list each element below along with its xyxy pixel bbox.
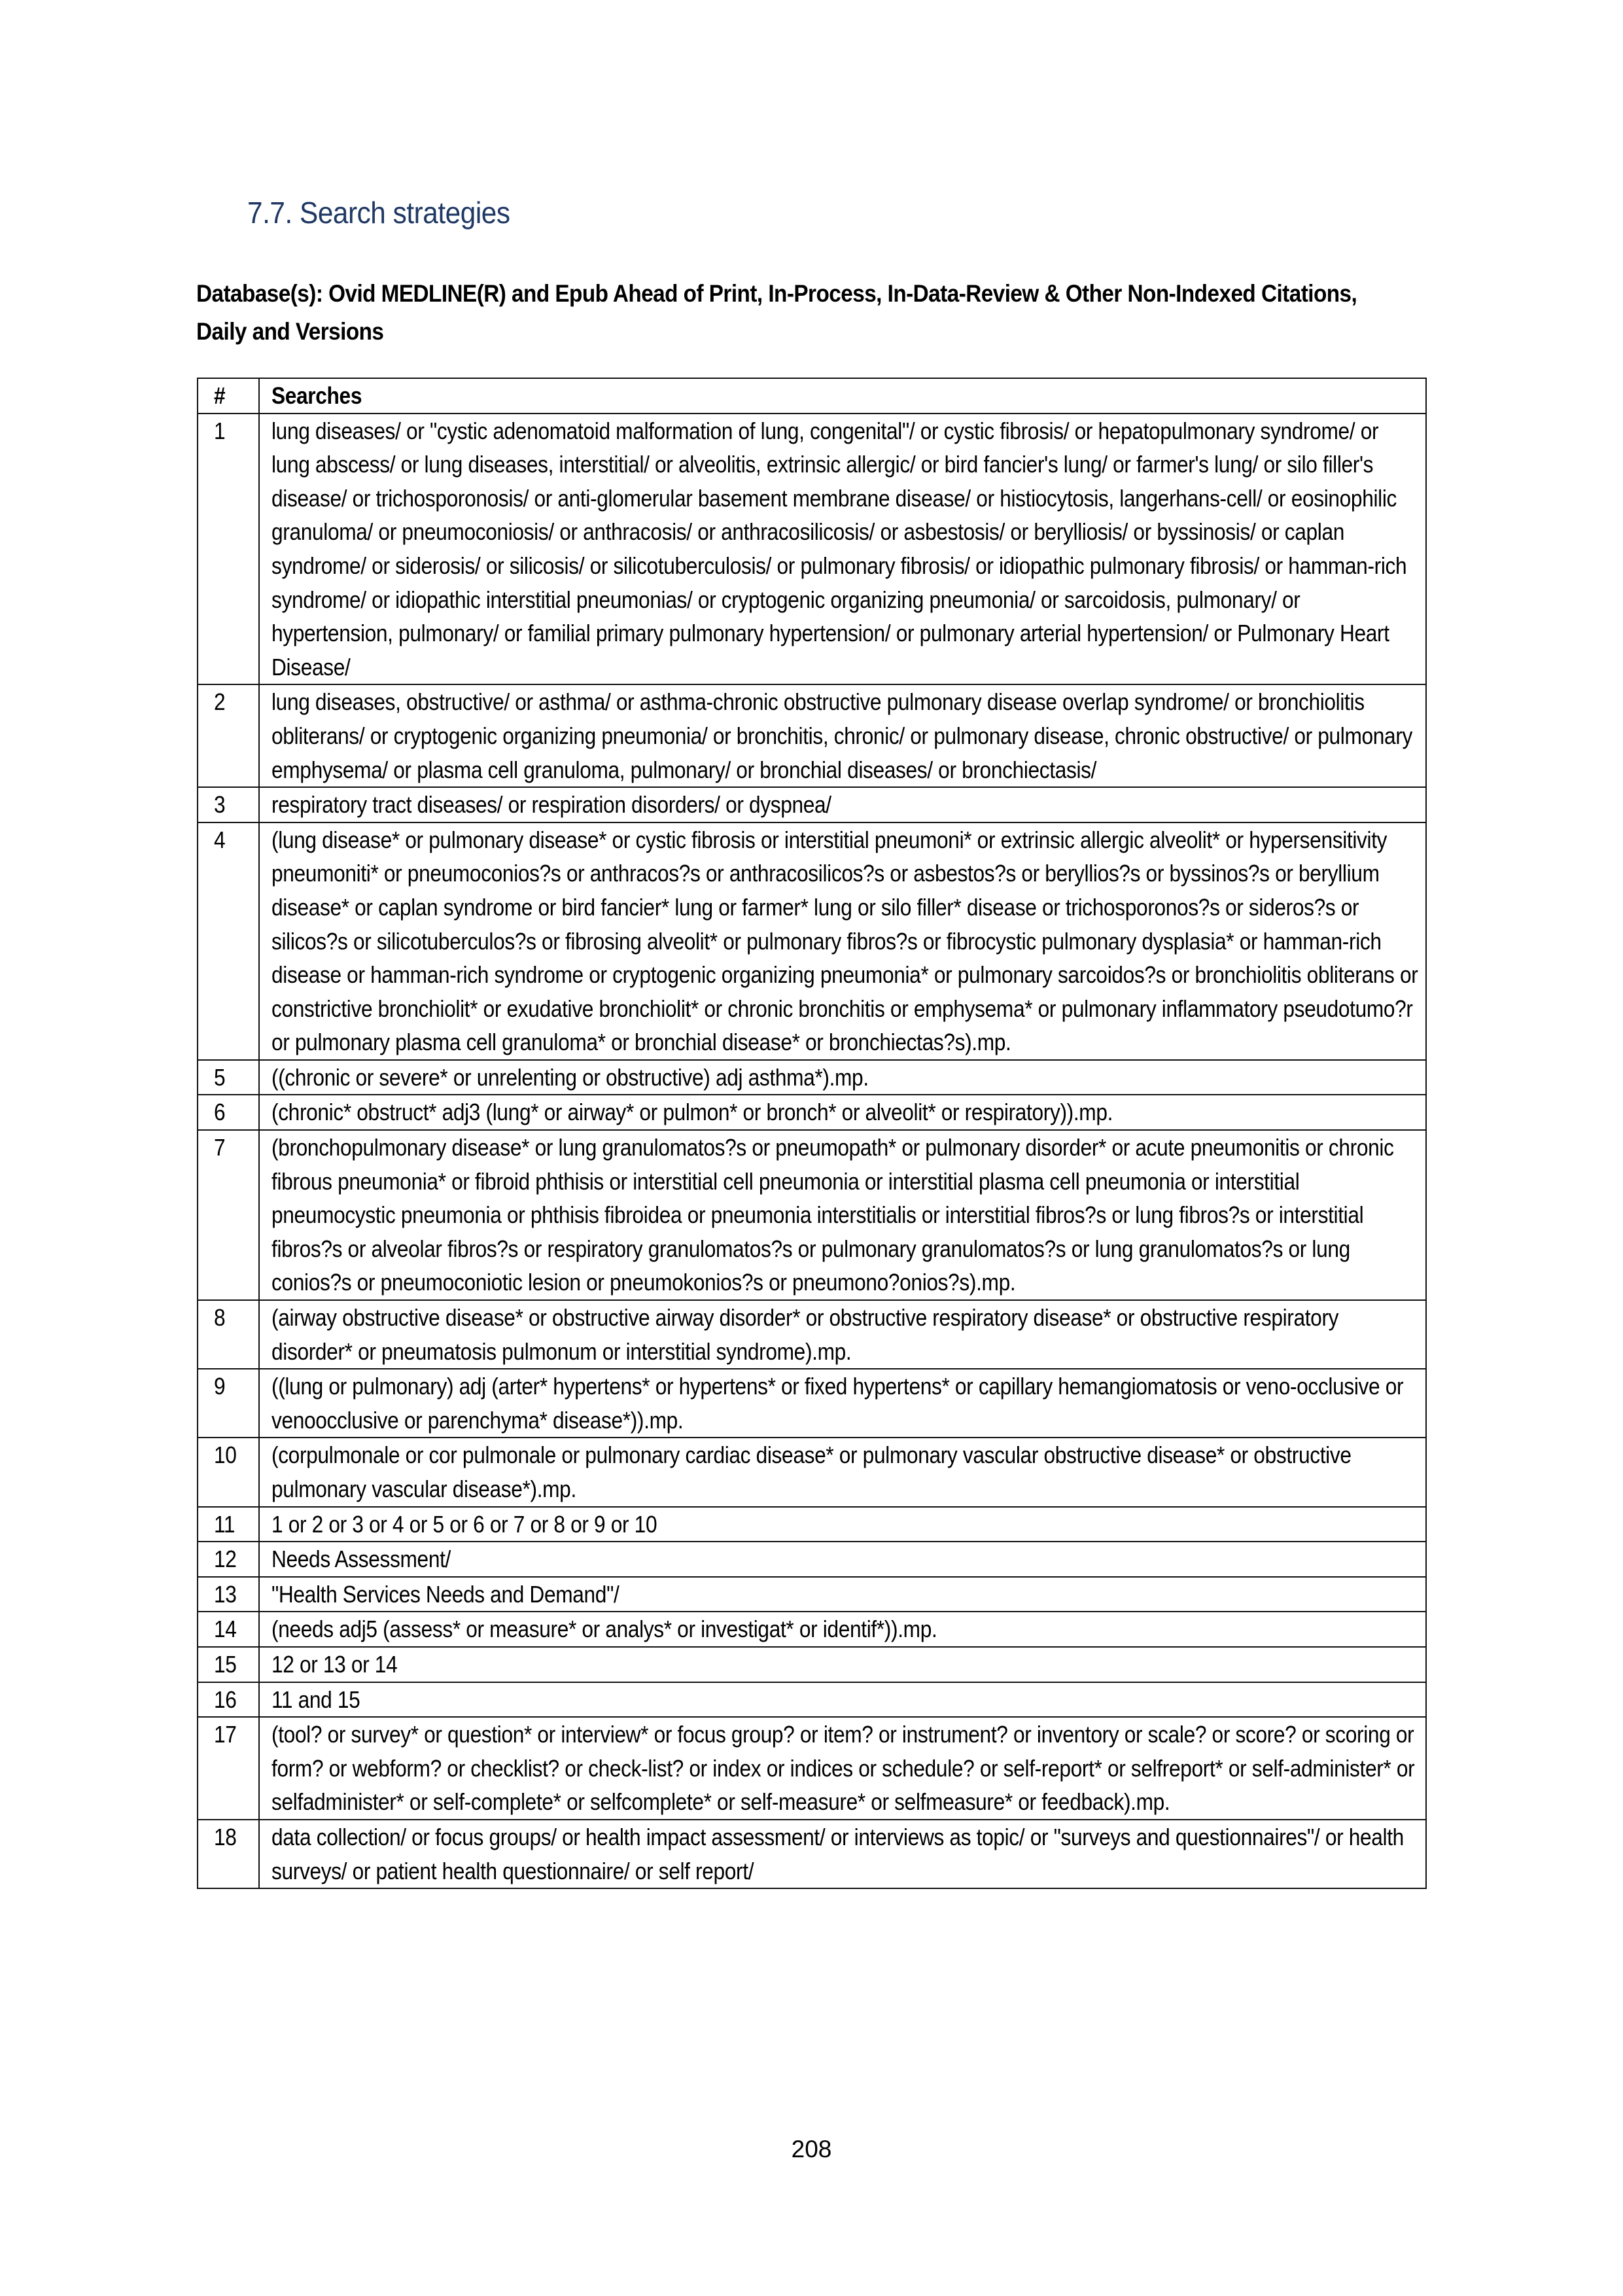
row-search-query: ((lung or pulmonary) adj (arter* hypertens* or hypertens* or fixed hypertens* or capillary hemangiomatosis or veno-occlusive or venoocclusive or parenchyma* disease*)).mp. xyxy=(259,1369,1426,1438)
row-search-query: Needs Assessment/ xyxy=(259,1542,1426,1577)
database-heading: Database(s): Ovid MEDLINE(R) and Epub Ahead of Print, In-Process, In-Data-Review & Other Non-Indexed Citations, Daily and Versions xyxy=(196,280,1357,345)
row-search-query: (corpulmonale or cor pulmonale or pulmonary cardiac disease* or pulmonary vascular obstructive disease* or obstructive pulmonary vascular disease*).mp. xyxy=(259,1438,1426,1506)
row-number: 11 xyxy=(198,1507,259,1542)
row-number: 5 xyxy=(198,1060,259,1095)
row-search-query: 1 or 2 or 3 or 4 or 5 or 6 or 7 or 8 or 9 or 10 xyxy=(259,1507,1426,1542)
row-number: 15 xyxy=(198,1647,259,1682)
table-row xyxy=(198,1820,1426,1888)
table-row xyxy=(198,1647,1426,1682)
row-search-query: lung diseases/ or "cystic adenomatoid malformation of lung, congenital"/ or cystic fibrosis/ or hepatopulmonary syndrome/ or lung abscess/ or lung diseases, interstitial/ or alveolitis, extrinsic allergic/ or bird fancier's lung/ or farmer's lung/ or silo filler's disease/ or trichosporonosis/ or anti-glomerular basement membrane disease/ or histiocytosis, langerhans-cell/ or eosinophilic granuloma/ or pneumoconiosis/ or anthracosis/ or anthracosilicosis/ or asbestosis/ or berylliosis/ or byssinosis/ or caplan syndrome/ or siderosis/ or silicosis/ or silicotuberculosis/ or pulmonary fibrosis/ or idiopathic pulmonary fibrosis/ or hamman-rich syndrome/ or idiopathic interstitial pneumonias/ or cryptogenic organizing pneumonia/ or sarcoidosis, pulmonary/ or hypertension, pulmonary/ or familial primary pulmonary hypertension/ or pulmonary arterial hypertension/ or Pulmonary Heart Disease/ xyxy=(259,414,1426,685)
row-number: 9 xyxy=(198,1369,259,1438)
table-row xyxy=(198,1612,1426,1647)
row-search-query: respiratory tract diseases/ or respiration disorders/ or dyspnea/ xyxy=(259,787,1426,822)
row-number: 2 xyxy=(198,684,259,787)
row-search-query: data collection/ or focus groups/ or health impact assessment/ or interviews as topic/ or "surveys and questionnaires"/ or health surveys/ or patient health questionnaire/ or self report/ xyxy=(259,1820,1426,1888)
row-number: 14 xyxy=(198,1612,259,1647)
table-row xyxy=(198,822,1426,1060)
table-row xyxy=(198,1130,1426,1300)
table-row xyxy=(198,684,1426,787)
table-row xyxy=(198,1369,1426,1438)
row-number: 16 xyxy=(198,1682,259,1718)
row-number: 1 xyxy=(198,414,259,685)
row-number: 18 xyxy=(198,1820,259,1888)
table-row xyxy=(198,1300,1426,1369)
row-search-query: "Health Services Needs and Demand"/ xyxy=(259,1577,1426,1612)
row-number: 7 xyxy=(198,1130,259,1300)
section-title: 7.7. Search strategies xyxy=(247,196,510,230)
row-number: 12 xyxy=(198,1542,259,1577)
row-number: 3 xyxy=(198,787,259,822)
table-row xyxy=(198,1717,1426,1820)
header-number: # xyxy=(198,378,259,414)
row-number: 6 xyxy=(198,1095,259,1130)
page-number: 208 xyxy=(791,2136,832,2163)
table-row xyxy=(198,1060,1426,1095)
row-search-query: (chronic* obstruct* adj3 (lung* or airway* or pulmon* or bronch* or alveolit* or respiratory)).mp. xyxy=(259,1095,1426,1130)
header-searches: Searches xyxy=(259,378,1426,414)
table-row xyxy=(198,1095,1426,1130)
table-row xyxy=(198,1438,1426,1506)
row-search-query: 12 or 13 or 14 xyxy=(259,1647,1426,1682)
row-search-query: lung diseases, obstructive/ or asthma/ or asthma-chronic obstructive pulmonary disease overlap syndrome/ or bronchiolitis obliterans/ or cryptogenic organizing pneumonia/ or bronchitis, chronic/ or pulmonary disease, chronic obstructive/ or pulmonary emphysema/ or plasma cell granuloma, pulmonary/ or bronchial diseases/ or bronchiectasis/ xyxy=(259,684,1426,787)
row-search-query: 11 and 15 xyxy=(259,1682,1426,1718)
table-row xyxy=(198,787,1426,822)
row-number: 10 xyxy=(198,1438,259,1506)
table-row xyxy=(198,1542,1426,1577)
row-search-query: (lung disease* or pulmonary disease* or cystic fibrosis or interstitial pneumoni* or extrinsic allergic alveolit* or hypersensitivity pneumoniti* or pneumoconios?s or anthracos?s or anthracosilicos?s or asbestos?s or beryllios?s or byssinos?s or beryllium disease* or caplan syndrome or bird fancier* lung or farmer* lung or silo filler* disease or trichosporonos?s or sideros?s or silicos?s or silicotuberculos?s or fibrosing alveolit* or pulmonary fibros?s or fibrocystic pulmonary dysplasia* or hamman-rich disease or hamman-rich syndrome or cryptogenic organizing pneumonia* or pulmonary sarcoidos?s or bronchiolitis obliterans or constrictive bronchiolit* or exudative bronchiolit* or chronic bronchitis or emphysema* or pulmonary inflammatory pseudotumo?r or pulmonary plasma cell granuloma* or bronchial disease* or bronchiectas?s).mp. xyxy=(259,822,1426,1060)
row-number: 13 xyxy=(198,1577,259,1612)
row-search-query: (needs adj5 (assess* or measure* or analys* or investigat* or identif*)).mp. xyxy=(259,1612,1426,1647)
row-number: 4 xyxy=(198,822,259,1060)
row-number: 17 xyxy=(198,1717,259,1820)
table-header-row xyxy=(198,378,1426,414)
table-row xyxy=(198,414,1426,685)
row-search-query: ((chronic or severe* or unrelenting or obstructive) adj asthma*).mp. xyxy=(259,1060,1426,1095)
table-row xyxy=(198,1507,1426,1542)
row-search-query: (airway obstructive disease* or obstructive airway disorder* or obstructive respiratory disease* or obstructive respiratory disorder* or pneumatosis pulmonum or interstitial syndrome).mp. xyxy=(259,1300,1426,1369)
row-search-query: (tool? or survey* or question* or interview* or focus group? or item? or instrument? or inventory or scale? or score? or scoring or form? or webform? or checklist? or check-list? or index or indices or schedule? or self-report* or selfreport* or self-administer* or selfadminister* or self-complete* or selfcomplete* or self-measure* or selfmeasure* or feedback).mp. xyxy=(259,1717,1426,1820)
table-row xyxy=(198,1577,1426,1612)
table-row xyxy=(198,1682,1426,1718)
row-number: 8 xyxy=(198,1300,259,1369)
row-search-query: (bronchopulmonary disease* or lung granulomatos?s or pneumopath* or pulmonary disorder* or acute pneumonitis or chronic fibrous pneumonia* or fibroid phthisis or interstitial cell pneumonia or interstitial plasma cell pneumonia or interstitial pneumocystic pneumonia or phthisis fibroidea or pneumonia interstitialis or interstitial fibros?s or lung fibros?s or interstitial fibros?s or alveolar fibros?s or respiratory granulomatos?s or pulmonary granulomatos?s or lung granulomatos?s or lung conios?s or pneumoconiotic lesion or pneumokonios?s or pneumono?onios?s).mp. xyxy=(259,1130,1426,1300)
search-strategy-table xyxy=(197,378,1427,1889)
